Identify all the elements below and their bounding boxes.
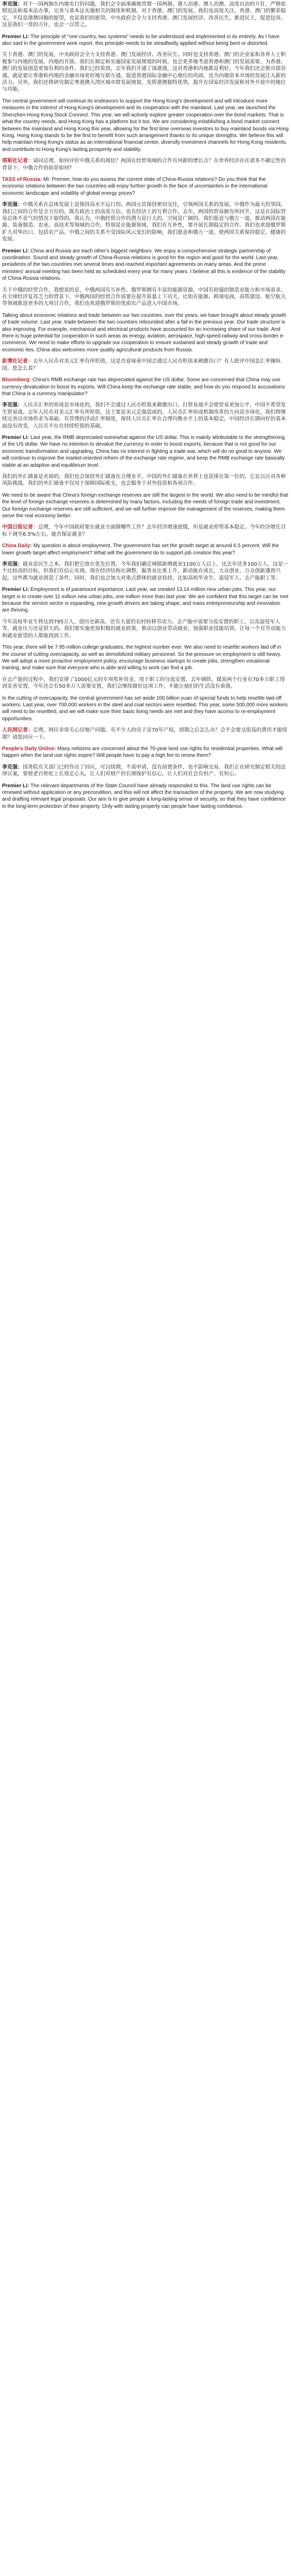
paragraph-text: 对于一国两制在内地实行的问题，我们会全面准确地贯彻一国两制、港人治港、澳人治澳、高度自治的方针，严格依照宪法和基本法办事，完善与基本法实施相关的制度和机制。对于香港、澳门的发展，我们也高度关注。香港、澳门的繁荣稳定，不仅是港澳同胞的愿望，也是我们的愿望。中央政府会全力支持香港、澳门发展经济、改善民生，推进民主，促进包容。这是我们一贯的方针，也会一以贯之。 <box>2 2 286 28</box>
paragraph-text: 国务院有关部门已经作出了回应，可以续期，不需申请，没有前置条件，也不影响交易。我们正在研究制定相关的法律议案，要使老百姓吃上长效定心丸，让人们对财产的长期保护有信心，让人们对社会有恒产、有恒心。 <box>2 764 286 777</box>
paragraph-chinese <box>2 764 289 778</box>
speaker-label-answer: 李克强 <box>2 764 18 770</box>
paragraph-text: In the cutting of overcapacity, the central government has set aside 100 billion yuan of special funds to help resettle laid-off workers. Last year, over 700,000 workers in the steel and coal sectors were resettled. This year, some 500,000 more workers will need to be resettled, and we will make sure their basic living needs are met and they have access to re-employment opportunities. <box>2 695 288 722</box>
paragraph-text: Employment is of paramount importance. Last year, we created 13.14 million new urban jobs. This year, our target is to create over 11 million new urban jobs, one million more than last year. We are confident that this target can be met because the service sector is expanding, new growth drivers are taking shape, and mass entrepreneurship and innovation are thriving. <box>2 587 288 614</box>
speaker-colon: ： <box>18 2 23 7</box>
paragraph-english <box>2 745 289 759</box>
speaker-colon: : <box>27 783 31 789</box>
paragraph-english <box>2 783 289 810</box>
speaker-label-question: 彭博社记者 <box>2 359 28 365</box>
paragraph-chinese <box>2 52 289 93</box>
speaker-label-question: 中国日报记者 <box>2 524 33 531</box>
paragraph-chinese <box>2 158 289 172</box>
paragraph-text: The principle of "one country, two systems" needs to be understood and implemented in its entirety. As I have also said in the government work report, this principle needs to be steadfastly applied without being bent or distorted. <box>2 33 280 47</box>
paragraph-text: 请问总理，如何评价中俄关系的现状？两国在经贸领域的合作有何新的增长点？在世界经济存在诸多不确定性的背景下，中俄合作的前景如何？ <box>2 158 286 171</box>
paragraph-text: 总理，今年中国政府要在就业方面做哪些工作？去年经济增速放缓，但是就业形势基本稳定。今年经济增长目标下调至6.5%左右，能否保证就业？ <box>2 524 286 537</box>
paragraph-english <box>2 644 289 672</box>
speaker-colon: : <box>30 543 34 549</box>
paragraph-text: 在去产能的过程中，我们安排了1000亿元的专项奖补资金，用于职工的分流安置。去年钢铁、煤炭两个行业有70多万职工得到妥善安置，今年还会有50多万人需要安置，我们会继续做好这项工作，不能让他们的生活没有着落。 <box>2 676 285 690</box>
speaker-colon: ： <box>28 158 33 164</box>
speaker-label-answer: Premier Li <box>2 783 27 789</box>
paragraph-english <box>2 377 289 397</box>
paragraph-english <box>2 434 289 469</box>
speaker-label-answer: Premier Li <box>2 434 27 440</box>
paragraph-chinese <box>2 619 289 639</box>
paragraph-text: The central government will continue its endeavors to support the Hong Kong's development and will introduce more measures in the interest of Hong Kong's development and its cooperation with the mainland. Last year, we launched the Shenzhen-Hong Kong Stock Connect. This year, we will actively explore greater cooperation over the bond markets. That is what the country needs, and Hong Kong has a platform but it too. We are considering establishing a bond market connect between the mainland and Hong Kong this year, allowing for the first time overseas investors to buy mainland bonds via Hong Kong. Hong Kong stands to be the first to benefit from such arrangement thanks to its unique strengths. We believe this will help maintain Hong Kong's status as an international financial center, diversify investment channels for Hong Kong residents, and contribute to Hong Kong's lasting prosperity and stability. <box>2 98 289 152</box>
speaker-colon: : <box>27 248 31 254</box>
paragraph-english <box>2 176 289 197</box>
speaker-label-question: Bloomberg <box>2 377 29 383</box>
paragraph-text: 今年高校毕业生将达到795万人，创历史新高。还有大量的农村转移劳动力、去产能中需要分流安置的职工，以及退役军人等，就业压力还是很大的。我们要实施更加积极的就业政策，推动以创业带动就业，加强职业技能培训，让每一个有劳动能力和就业愿望的人都能找到工作。 <box>2 619 286 639</box>
speaker-colon: ： <box>18 202 23 208</box>
paragraph-text: We need to be aware that China's foreign exchange reserves are still the largest in the world. We also need to be mindful that the level of foreign exchange reserves is determined by many factors, including the needs of foreign trade and investment. Our foreign exchange reserves are still sufficient, and we will further improve the management of the reserves, making them serve the real economy better. <box>2 492 288 519</box>
paragraph-text: Many netizens are concerned about the 70-year land use rights for residential properties. What will happen when the land use rights expire? Will people have to pay a high fee to renew them? <box>2 745 283 759</box>
paragraph-text: 关于香港、澳门的发展，中央政府会全力支持香港、澳门发展经济、改善民生。同时也支持香港、澳门的企业家和各界人士积极参与内地的发展、内地的开放。我们在制定和实施国家发展规划的时候，也会更多地考虑香港和澳门的发展需要，为香港、澳门的发展创造更加有利的条件。我们已经看到，去年我们开通了深港通，这对香港和内地都是利好。今年我们还会推出债券通，就是要让香港和内地的金融市场更好地互联互通，促进香港国际金融中心地位的巩固，也为内地资本市场的发展注入新的活力。另外，我们还将研究制定粤港澳大湾区城市群发展规划，发挥港澳独特优势，提升在国家经济发展和对外开放中的地位与功能。 <box>2 52 286 93</box>
paragraph-chinese <box>2 1 289 29</box>
speaker-label-answer: 李克强 <box>2 202 18 208</box>
speaker-label-question: 人民网记者 <box>2 727 28 734</box>
speaker-colon: : <box>27 33 31 40</box>
paragraph-chinese <box>2 358 289 372</box>
speaker-colon: ： <box>28 359 33 365</box>
paragraph-chinese <box>2 201 289 243</box>
paragraph-english <box>2 543 289 556</box>
speaker-label-answer: Premier Li <box>2 33 27 40</box>
speaker-label-answer: 李克强 <box>2 562 18 568</box>
paragraph-chinese <box>2 473 289 487</box>
article-page <box>0 0 291 818</box>
paragraph-english <box>2 248 289 282</box>
speaker-label-question: China Daily <box>2 543 30 549</box>
paragraph-english <box>2 98 289 153</box>
paragraph-chinese <box>2 402 289 430</box>
speaker-label-answer: Premier Li <box>2 248 27 254</box>
paragraph-text: This year, there will be 7.95 million college graduates, the highest number ever. We also need to resettle workers laid off in the course of cutting overcapacity, as well as demobilized military personnel. So the pressure on employment is still heavy. We will adopt a more proactive employment policy, encourage business startups to create jobs, strengthen vocational training, and make sure that everyone who is able and willing to work can find a job. <box>2 645 282 671</box>
speaker-colon: ： <box>33 524 38 531</box>
paragraph-chinese <box>2 287 289 308</box>
paragraph-text: 去年人民币对美元汇率有所贬值，这是否意味着中国会通过人民币贬值来刺激出口？有人批评中国是汇率操纵国，您怎么看？ <box>2 359 281 371</box>
speaker-colon: ： <box>28 727 33 734</box>
paragraph-text: China's RMB exchange rate has depreciated against the US dollar. Some are concerned that China may use currency devaluation to boost its exports. Will China keep the exchange rate stable, and how do you respond to accusations that China is a currency manipulator? <box>2 377 285 397</box>
paragraph-text: Mr. Premier, how do you assess the current state of China-Russia relations? Do you think that the economic relations between the two countries will enjoy further growth in the face of uncertainties in the international economic landscape and volatility of global energy prices? <box>2 176 268 196</box>
speaker-label-answer: 李克强 <box>2 2 18 7</box>
speaker-colon: ： <box>18 562 23 568</box>
paragraph-text: The relevant departments of the State Council have already responded to this. The land use rights can be renewed without application or any precondition, and this will not affect the transaction of the property. We are now studying and drafting relevant legal proposals. Our aim is to give people a long-lasting sense of security, so that they have confidence in the long-term protection of their property. Only with lasting property can people have lasting confidence. <box>2 783 286 809</box>
speaker-colon: : <box>54 745 58 752</box>
paragraph-chinese <box>2 561 289 582</box>
paragraph-english <box>2 33 289 47</box>
paragraph-english <box>2 492 289 520</box>
speaker-colon: ： <box>18 402 23 409</box>
paragraph-english <box>2 312 289 353</box>
speaker-label-answer: 李克强 <box>2 402 18 409</box>
paragraph-chinese <box>2 727 289 741</box>
paragraph-chinese <box>2 524 289 538</box>
paragraph-text: 人民币汇率的形成是市场化的，我们不会通过人民币贬值来刺激出口。打贸易战不会使贸易更加公平，中国不希望发生贸易战。去年人民币对美元汇率有所贬值，这主要是美元走强造成的。人民币汇率形成机制改革的方向是市场化，我们将继续完善以市场供求为基础、有管理的浮动汇率制度，保持人民币汇率在合理均衡水平上的基本稳定。中国经济长期向好的基本面没有改变，人民币不存在持续贬值的基础。 <box>2 402 286 429</box>
speaker-colon: : <box>27 434 31 440</box>
speaker-colon: : <box>40 176 43 182</box>
paragraph-text: 总理，网民非常关心房地产问题。有不少人的房子是70年产权，到期之后怎么办？会不会要交很高的费用才能续期？请您回应一下。 <box>2 727 287 740</box>
paragraph-text: 我们的外汇储备是充裕的，我们也会保持外汇储备在合理水平。中国的外汇储备在世界上也是排在第一位的，它足以应对各种风险挑战。我们的外汇储备不仅用于保障国际收支，也会服务于对外投资和各项合作。 <box>2 473 286 487</box>
paragraph-text: 中俄关系在总体发展上是保持高水平运行的。两国元首保持密切交往，引领两国关系的发展。中俄作为最大的邻国，我们之间的合作是全方位的，既有政治上的高度互信，也有经济上的互利合作。去年，两国的贸易额有所回升，这是在国际贸易总体不景气的情况下取得的。我认为，中俄经贸合作的潜力是巨大的，空间是广阔的。我们愿意与俄方一道，推动两国在能源、装备制造、农业、高技术等领域的合作，特别是在能源领域，我们有互补性，要开展长期稳定的合作。我们也欢迎俄罗斯扩大对华出口，包括农产品。中俄之间的关系不受国际风云变幻的影响，我们愿意和俄方一道，使两国关系保持稳定、健康的发展。 <box>2 202 286 243</box>
paragraph-text: Talking about economic relations and trade between our two countries, over the years, we have brought about steady growth of trade volume. Last year, trade between the two countries rebounded after a fall in the previous year. Our trade structure is also improving. For example, mechanical and electrical products have accounted for an increasing share of our trade. And there is huge potential for cooperation in such areas as energy, aviation, aerospace, high-speed railway and cross-border e-commerce. We need to make efforts to upgrade our cooperation to ensure sustained and steady growth of trade and economic ties. China also welcomes more quality agricultural products from Russia. <box>2 312 286 353</box>
paragraph-text: China and Russia are each other's biggest neighbors. We enjoy a comprehensive strategic partnership of coordination. Sound and steady growth of China-Russia relations is good for the region and good for the world. Last year, presidents of the two countries met several times and reached important agreements on many areas. And the prime ministers' annual meeting has been held as scheduled every year for many years. I believe all this is evidence of the stability of China-Russia relations. <box>2 248 286 282</box>
paragraph-text: Last year, the RMB depreciated somewhat against the US dollar. This is mainly attributable to the strengthening of the US dollar. We have no intention to devalue the currency in order to boost exports, because that is not good for our economic transformation and upgrading. China has no interest in fighting a trade war, which will do no good to anyone. We will continue to improve the market-oriented reform of the exchange rate regime, and keep the RMB exchange rate basically stable at an adaptive and equilibrium level. <box>2 434 285 468</box>
speaker-label-question: TASS of Russia <box>2 176 40 182</box>
paragraph-chinese <box>2 676 289 690</box>
speaker-colon: : <box>29 377 33 383</box>
speaker-colon: ： <box>18 764 23 770</box>
paragraph-text: 关于中俄的经贸合作，我想说的是，中俄两国有互补性。俄罗斯拥有丰富的能源资源，中国有较强的制造业能力和市场需求。在全球经济复苏乏力的背景下，中俄两国的经贸合作需要在提升质量上下功夫，比如在能源、跨境电商、高铁建设、航空航天等领域推进更多的大项目合作，我们也欢迎俄罗斯的优质农产品进入中国市场。 <box>2 287 286 307</box>
paragraph-text: My question is about employment. The government has set the growth target at around 6.5 percent. Will the lower growth target affect employment? What will the government do to support job creation this year? <box>2 543 279 556</box>
paragraph-english <box>2 695 289 723</box>
speaker-label-question: 塔斯社记者 <box>2 158 28 164</box>
paragraph-text: 就业是民生之本，我们把它放在优先位置。今年我们确定城镇新增就业1100万人以上，比去年还多100万人。这是一个比较高的目标，但我们有信心实现。现在经济结构在调整，服务业比重上升，新动能在成长，大众创业、万众创新蓬勃兴起，这些都为就业创造了条件。同时，我们也会加大对重点群体的就业扶持，比如高校毕业生、退役军人、去产能职工等。 <box>2 562 288 581</box>
speaker-label-answer: Premier Li <box>2 587 27 593</box>
speaker-label-question: People's Daily Online <box>2 745 55 752</box>
speaker-colon: : <box>27 587 31 593</box>
paragraph-english <box>2 586 289 614</box>
